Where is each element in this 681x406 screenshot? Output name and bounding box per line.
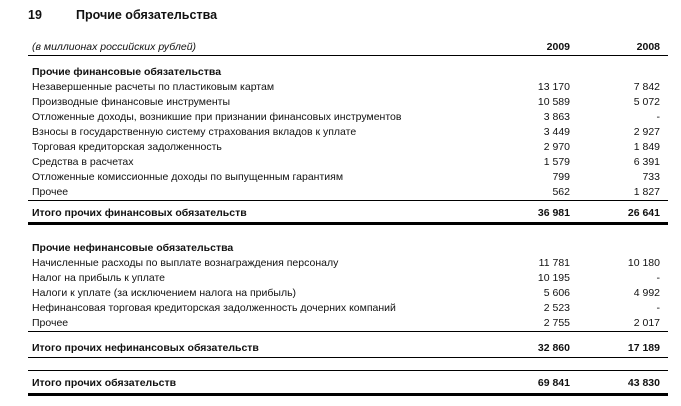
row-value-2008: -: [656, 272, 660, 284]
row-value-2009: 13 170: [537, 81, 570, 93]
row-value-2009: 562: [552, 186, 570, 198]
nonfinancial-total-label: Итого прочих нефинансовых обязательств: [32, 342, 259, 354]
grand-total-label: Итого прочих обязательств: [32, 377, 177, 389]
grand-total-2008: 43 830: [627, 377, 660, 389]
row-value-2009: 3 863: [543, 111, 570, 123]
row-value-2009: 5 606: [543, 287, 570, 299]
row-value-2008: 4 992: [633, 287, 660, 299]
row-label: Отложенные комиссионные доходы по выпущенным гарантиям: [32, 171, 344, 183]
row-value-2009: 1 579: [543, 156, 570, 168]
grand-total-top-rule: [28, 370, 668, 371]
row-label: Начисленные расходы по выплате вознаграждения персоналу: [32, 257, 339, 269]
total-double-rule: [28, 222, 668, 225]
row-label: Прочее: [32, 317, 69, 329]
column-header-2009: 2009: [546, 41, 570, 53]
row-label: Нефинансовая торговая кредиторская задолженность дочерних компаний: [32, 302, 396, 314]
row-label: Налоги к уплате (за исключением налога на прибыль): [32, 287, 297, 299]
financial-section-heading: Прочие финансовые обязательства: [32, 66, 222, 78]
row-label: Незавершенные расчеты по пластиковым картам: [32, 81, 275, 93]
header-divider: [28, 55, 668, 56]
row-value-2008: 7 842: [633, 81, 660, 93]
row-label: Отложенные доходы, возникшие при признании финансовых инструментов: [32, 111, 402, 123]
note-title: Прочие обязательства: [76, 8, 218, 22]
row-value-2009: 2 755: [543, 317, 570, 329]
row-value-2008: 1 827: [633, 186, 660, 198]
subtotal-divider: [28, 200, 668, 201]
row-value-2009: 10 195: [537, 272, 570, 284]
row-value-2008: 2 017: [633, 317, 660, 329]
row-value-2009: 11 781: [538, 257, 570, 269]
row-value-2009: 2 523: [543, 302, 570, 314]
row-label: Средства в расчетах: [32, 156, 134, 168]
row-label: Прочее: [32, 186, 69, 198]
financial-total-2009: 36 981: [537, 207, 570, 219]
column-header-2008: 2008: [636, 41, 660, 53]
row-label: Налог на прибыль к уплате: [32, 272, 165, 284]
grand-total-double-rule: [28, 393, 668, 396]
financial-total-2008: 26 641: [627, 207, 660, 219]
row-label: Взносы в государственную систему страхования вкладов к уплате: [32, 126, 357, 138]
row-value-2008: 6 391: [633, 156, 660, 168]
row-value-2008: 733: [642, 171, 660, 183]
row-value-2009: 2 970: [543, 141, 570, 153]
nonfinancial-section-heading: Прочие нефинансовые обязательства: [32, 242, 234, 254]
nonfinancial-total-2009: 32 860: [537, 342, 570, 354]
row-value-2008: 10 180: [627, 257, 660, 269]
note-number: 19: [28, 8, 42, 22]
row-value-2008: 5 072: [633, 96, 660, 108]
financial-total-label: Итого прочих финансовых обязательств: [32, 207, 247, 219]
nonfinancial-total-2008: 17 189: [627, 342, 660, 354]
row-value-2008: -: [656, 302, 660, 314]
row-label: Производные финансовые инструменты: [32, 96, 231, 108]
row-value-2008: 2 927: [633, 126, 660, 138]
row-value-2008: 1 849: [633, 141, 660, 153]
grand-total-2009: 69 841: [537, 377, 570, 389]
row-value-2009: 3 449: [543, 126, 570, 138]
row-label: Торговая кредиторская задолженность: [32, 141, 222, 153]
unit-label: (в миллионах российских рублей): [32, 41, 197, 53]
total-rule: [28, 357, 668, 358]
row-value-2009: 799: [552, 171, 570, 183]
row-value-2009: 10 589: [537, 96, 570, 108]
subtotal-divider: [28, 331, 668, 332]
row-value-2008: -: [656, 111, 660, 123]
